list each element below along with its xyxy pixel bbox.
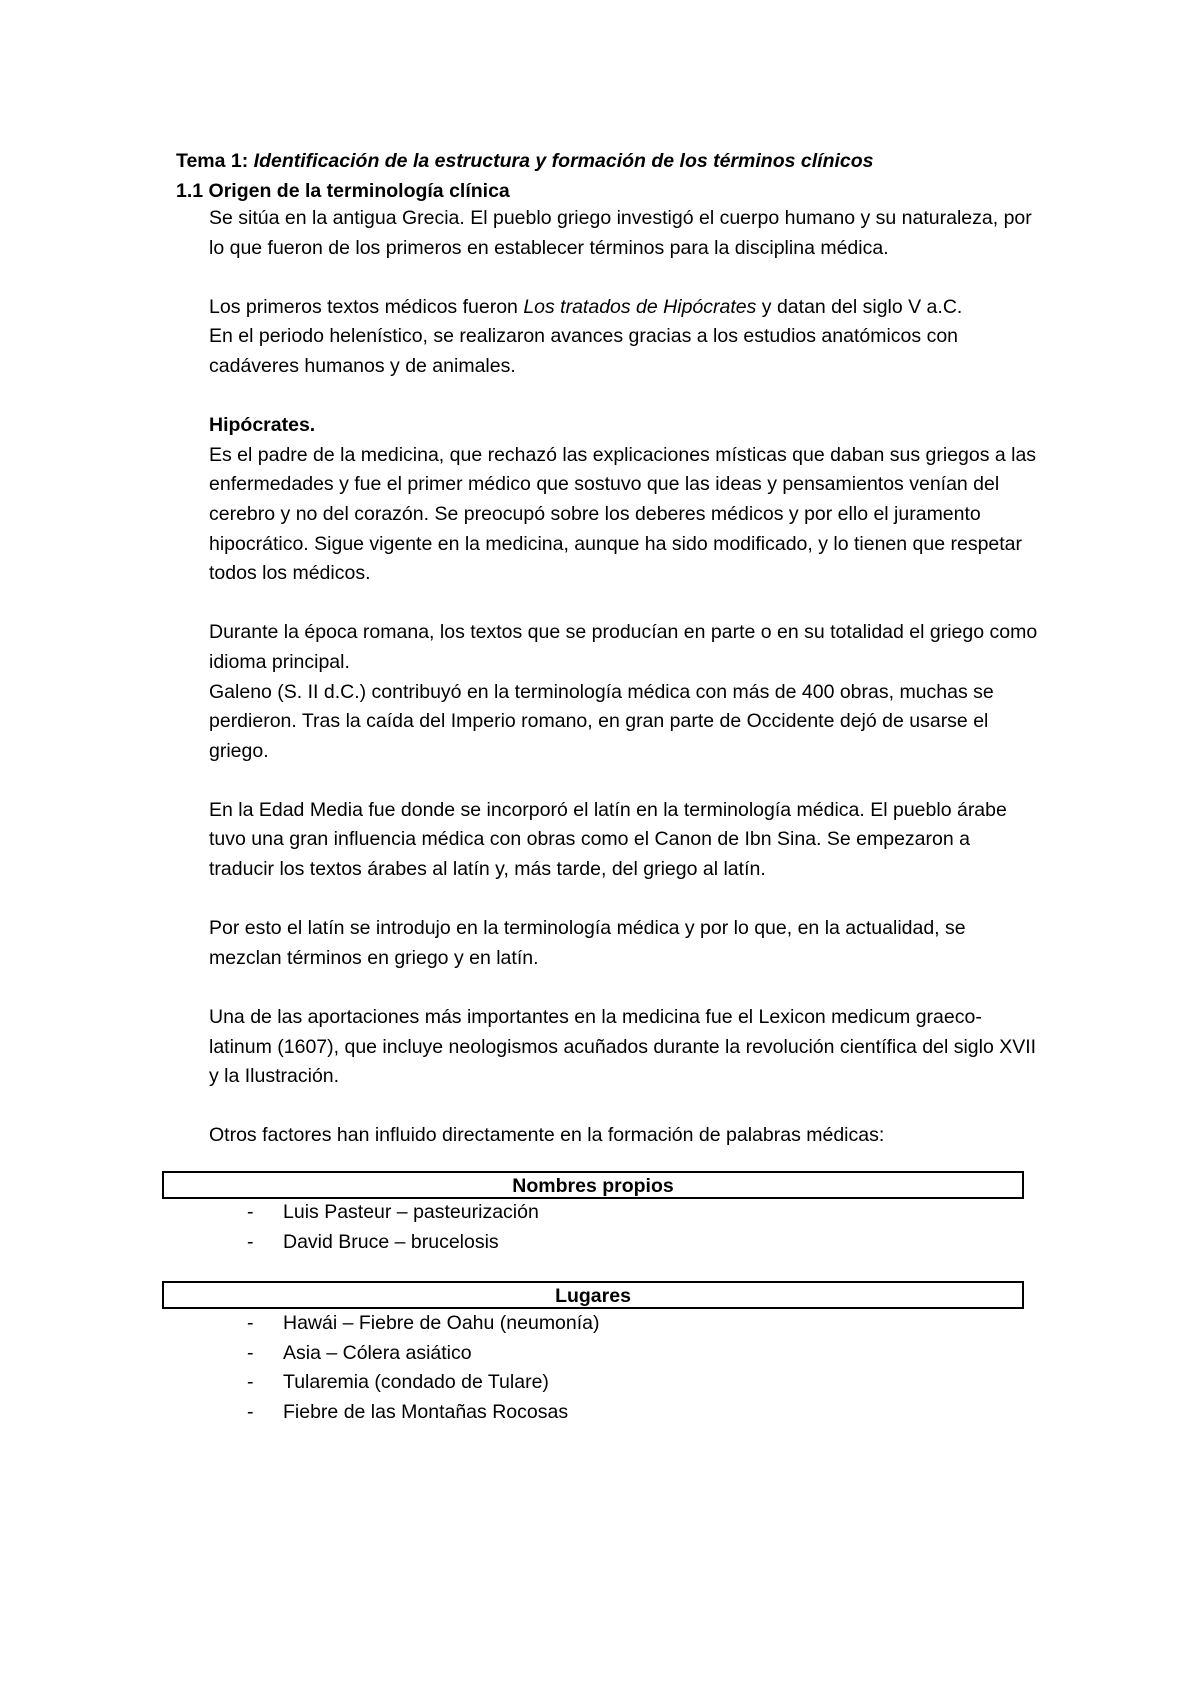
title-lead: Tema 1: [176, 150, 254, 172]
list-dash: - [247, 1201, 254, 1223]
list-item-text: David Bruce – brucelosis [283, 1230, 499, 1253]
list-nombres-propios [247, 1198, 539, 1257]
list-dash: - [247, 1371, 254, 1393]
paragraph-text: Los primeros textos médicos fueron [209, 295, 524, 318]
paragraph: Otros factores han influido directamente en la formación de palabras médicas: [209, 1124, 885, 1147]
table-header-lugares: Lugares [162, 1281, 1024, 1309]
list-item [247, 1228, 539, 1258]
document-title [176, 146, 874, 176]
paragraph: En el periodo helenístico, se realizaron avances gracias a los estudios anatómicos con cadáveres humanos y de animales. [209, 325, 959, 377]
list-item [247, 1398, 600, 1428]
list-dash: - [247, 1230, 254, 1253]
paragraph [209, 293, 1039, 323]
list-item-text: Hawái – Fiebre de Oahu (neumonía) [283, 1312, 600, 1334]
list-item-text: Asia – Cólera asiático [283, 1341, 472, 1364]
paragraph: En la Edad Media fue donde se incorporó el latín en la terminología médica. El pueblo árabe tuvo una gran influencia médica con obras como el Canon de Ibn Sina. Se empezaron a traducir los textos árabes al latín y, más tarde, del griego al latín. [209, 798, 1007, 881]
paragraph: Se sitúa en la antigua Grecia. El pueblo griego investigó el cuerpo humano y su naturaleza, por lo que fueron de los primeros en establecer términos para la disciplina médica. [209, 207, 1032, 259]
list-item-text: Luis Pasteur – pasteurización [283, 1201, 539, 1223]
list-lugares [247, 1309, 600, 1427]
paragraph: Es el padre de la medicina, que rechazó las explicaciones místicas que daban sus griegos a las enfermedades y fue el primer médico que sostuvo que las ideas y pensamientos venían del cerebro y no del corazón. Se preocupó sobre los deberes médicos y por ello el juramento hipocrático. Sigue vigente en la medicina, aunque ha sido modificado, y lo tienen que respetar todos los médicos. [209, 443, 1037, 585]
body-text [209, 204, 1039, 1151]
table-header-nombres-propios: Nombres propios [162, 1171, 1024, 1199]
list-item [247, 1339, 600, 1369]
section-heading: 1.1 Origen de la terminología clínica [176, 180, 510, 202]
paragraph: Galeno (S. II d.C.) contribuyó en la terminología médica con más de 400 obras, muchas se perdieron. Tras la caída del Imperio romano, en gran parte de Occidente dejó de usarse el griego. [209, 680, 994, 762]
subheading-hippocrates: Hipócrates. [209, 414, 316, 437]
list-dash: - [247, 1312, 254, 1334]
list-item-text: Tularemia (condado de Tulare) [283, 1371, 549, 1393]
list-item [247, 1198, 539, 1228]
list-item [247, 1309, 600, 1339]
paragraph: Una de las aportaciones más importantes en la medicina fue el Lexicon medicum graeco-latinum (1607), que incluye neologismos acuñados durante la revolución científica del siglo XVII y la Ilustración. [209, 1006, 1037, 1088]
list-dash: - [247, 1341, 254, 1364]
title-topic: Identificación de la estructura y formación de los términos clínicos [253, 150, 874, 172]
list-item-text: Fiebre de las Montañas Rocosas [283, 1400, 569, 1423]
work-title: Los tratados de Hipócrates [523, 295, 757, 318]
list-item [247, 1368, 600, 1398]
paragraph-text: y datan del siglo V a.C. [756, 295, 963, 318]
paragraph: Por esto el latín se introdujo en la terminología médica y por lo que, en la actualidad, se mezclan términos en griego y en latín. [209, 917, 966, 969]
paragraph: Durante la época romana, los textos que se producían en parte o en su totalidad el griego como idioma principal. [209, 621, 1038, 673]
list-dash: - [247, 1400, 254, 1423]
